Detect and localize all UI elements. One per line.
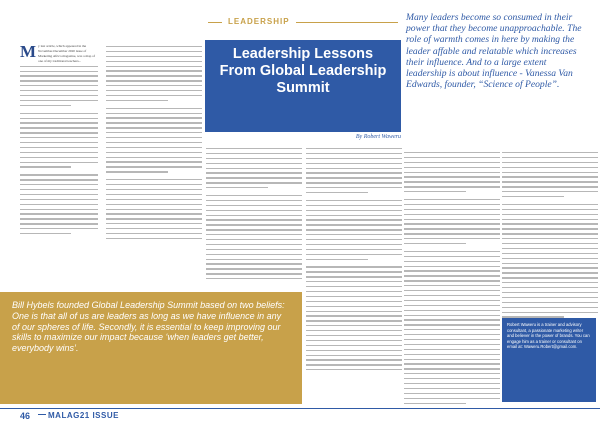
author-bio-text: Robert Waweru is a trainer and advisory consultant, a passionate marketing writer and believer in the power of brands. You can engage him as a trainer or consultant on email at: Waweru.Robert@gmail.com. bbox=[507, 322, 590, 350]
article-column-5 bbox=[404, 150, 500, 405]
article-column-2 bbox=[106, 44, 202, 241]
section-header bbox=[208, 16, 398, 30]
intro-text: y last article, which appeared in the November-December 2020 issue of Marketing Africa magazine, was a map of one of my traditional teachers... bbox=[38, 44, 96, 63]
body-text-placeholder bbox=[20, 64, 98, 236]
issue-label: MALAG21 ISSUE bbox=[48, 411, 119, 420]
article-column-1 bbox=[20, 44, 98, 236]
article-column-6 bbox=[502, 150, 598, 319]
byline: By Robert Waweru bbox=[355, 134, 401, 140]
dropcap-letter: M bbox=[20, 42, 37, 61]
article-column-4 bbox=[306, 146, 402, 372]
section-label: LEADERSHIP bbox=[222, 17, 296, 26]
page-number: 46 bbox=[20, 411, 31, 421]
article-title-box bbox=[205, 40, 401, 132]
page-footer bbox=[0, 408, 600, 424]
pull-quote-top: Many leaders become so consumed in their power that they become unapproachable. The role of warmth comes in here by making the leader affable and relatable which increases their influence. And to a large extent leadership is about influence - Vanessa Van Edwards, founder, “Science of People”. bbox=[406, 12, 582, 91]
author-bio-box bbox=[502, 318, 596, 402]
footer-separator bbox=[38, 414, 46, 415]
article-column-3 bbox=[206, 146, 302, 281]
article-title: Leadership Lessons From Global Leadership Summit bbox=[219, 46, 387, 96]
pull-quote-bottom bbox=[0, 292, 302, 404]
pull-quote-bottom-text: Bill Hybels founded Global Leadership Summit based on two beliefs: One is that all of us are leaders as long as we have influence in any of our spheres of life. Secondly, it is essential to keep improving our skills to maximize our impact because ‘when leaders get better, everybody wins’. bbox=[12, 300, 285, 354]
footer-rule bbox=[0, 408, 600, 409]
